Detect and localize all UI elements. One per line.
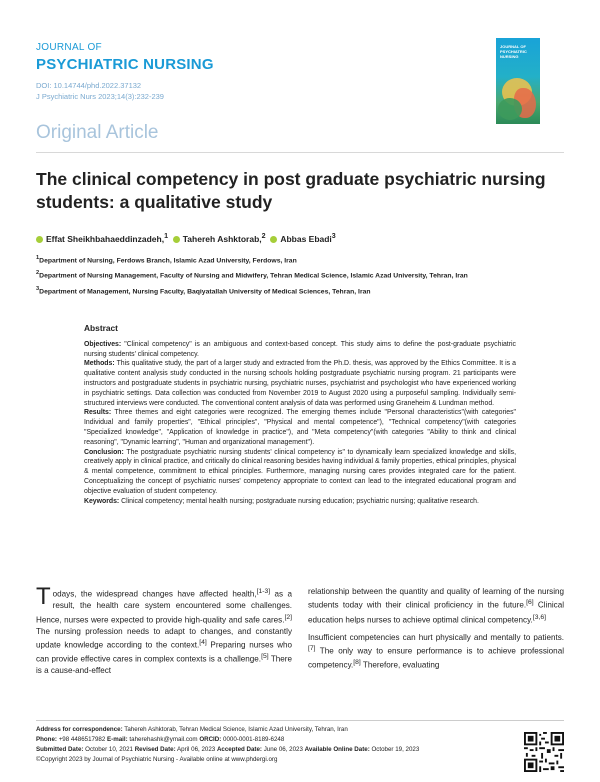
cover-title: JOURNAL OF PSYCHIATRIC NURSING — [500, 44, 527, 59]
footer — [36, 725, 476, 765]
contact-line: Phone: +98 4486517982 E-mail: taherehashk@ymail.com ORCID: 0000-0001-8189-6248 — [36, 736, 285, 743]
body-paragraph: Todays, the widespread changes have affected health,[1-3] as a result, the health care system encountered some challenges. Hence, nurses were expected to provide high-quality and safe cares.[2] The nursing profession needs to adapt to changes, and constantly update knowledge according to the context.[4] Preparing nurses who can provide effective cares in complex contexts is a challenge.[5] There is a cause-and-effect — [36, 583, 293, 676]
citation-ref[interactable]: [2] — [284, 613, 292, 621]
abstract-objectives: Objectives: "Clinical competency" is an ambiguous and context-based concept. This study aims to define the post-graduate psychiatric nursing students' clinical competency. — [84, 340, 516, 358]
abstract-conclusion: Conclusion: The postgraduate psychiatric nursing students' clinical competency is" to dynamically learn specialized knowledge and skills, creatively apply in clinical practice, and critically do clinical reasoning besides having individual & family properties, ethical principles, physical & mental competence, commitment to ethical principles. Furthermore, managing nursing cares provides integrated care for the patient. Conceptualizing the concept of psychiatric nurses' competency appropriate to context can lead to the integrated educational program and objective evaluation of student competency. — [84, 448, 516, 495]
journal-name: PSYCHIATRIC NURSING — [36, 56, 214, 73]
affiliations — [36, 252, 564, 298]
header-divider — [36, 152, 564, 153]
body-paragraph: relationship between the quantity and quality of learning of the nursing students today with their clinical proficiency in the future.[6] Clinical education helps nurses to achieve optimal clinical competency.[3,6] — [308, 587, 564, 625]
email-link[interactable]: taherehashk@ymail.com — [127, 736, 200, 743]
orcid-icon[interactable] — [173, 236, 180, 243]
author-affil-sup: 3 — [331, 232, 336, 240]
drop-cap: T — [36, 583, 51, 610]
footer-divider — [36, 720, 564, 721]
orcid-link[interactable]: 0000-0001-8189-6248 — [221, 736, 285, 743]
citation-ref[interactable]: [3,6] — [532, 613, 546, 621]
abstract-heading: Abstract — [84, 323, 118, 333]
author-name: Abbas Ebadi — [280, 233, 332, 244]
citation-ref[interactable]: [8] — [353, 659, 361, 667]
dates-line: Submitted Date: October 10, 2021 Revised Date: April 06, 2023 Accepted Date: June 06, 2023 Available Online Date: October 19, 2023 — [36, 746, 420, 753]
citation-ref[interactable]: [7] — [308, 645, 316, 652]
abstract-methods: Methods: This qualitative study, the part of a larger study and extracted from the Ph.D. thesis, was approved by the Ethics Committee. It is a qualitative content analysis study conducted in the nursing schools holding postgraduate psychiatric nursing program. 21 participants were instructors and postgraduate students in psychiatric nursing, psychiatric nurses, psychiatrist and psychologist who have experienced working in psychiatric settings. Data collection was conducted from November 2019 to August 2020 using a purposeful sampling. Individually semi-structured interviews were conducted. The conventional content analysis of data was performed using Graneheim & Lundman method. — [84, 360, 516, 407]
abstract-section — [84, 324, 516, 506]
citation-ref[interactable]: [5] — [261, 653, 269, 661]
citation-ref[interactable]: [4] — [199, 639, 207, 646]
author-affil-sup: 2 — [261, 232, 266, 240]
article-type: Original Article — [36, 122, 159, 143]
affiliation-item: $^2$Department of Nursing Management, Faculty of Nursing and Midwifery, Tehran Medical Science, Islamic Azad University, Tehran, Iran — [36, 270, 468, 280]
qr-code-icon[interactable] — [524, 732, 564, 772]
copyright: ©Copyright 2023 by Journal of Psychiatric Nursing - Available online at www.phdergi.org — [36, 756, 278, 763]
affiliation-item: $^3$Department of Management, Nursing Faculty, Baqiyatallah University of Medical Sciences, Tehran, Iran — [36, 285, 371, 295]
abstract-keywords: Keywords: Clinical competency; mental health nursing; postgraduate nursing education; psychiatric nursing; qualitative research. — [84, 497, 479, 505]
body-column-right — [308, 586, 564, 677]
citation-ref[interactable]: [6] — [526, 599, 534, 607]
doi-block — [36, 80, 164, 102]
abstract-results: Results: Three themes and eight categories were recognized. The emerging themes include "Personal characteristics"(with categories" Individual and family properties", "Ethical principles", "Physical and mental competence"), "Technical competency"(with categories "Specialized knowledge", "Application of knowledge in practice"), and "Meta competency"(with categories "Ability to think and clinical reasoning", "Dynamic learning", "Human and organizational management"). — [84, 409, 516, 446]
affiliation-item: $^1$Department of Nursing, Ferdows Branch, Islamic Azad University, Ferdows, Iran — [36, 255, 297, 265]
author-name: Effat Sheikhbahaeddinzadeh, — [46, 233, 165, 244]
author-list — [36, 232, 564, 244]
body-column-left — [36, 583, 293, 683]
article-title: The clinical competency in post graduate psychiatric nursing students: a qualitative study — [36, 169, 546, 212]
body-paragraph: Insufficient competencies can hurt physically and mentally to patients.[7] The only way to ensure performance is to achieve professional competency.[8] Therefore, evaluating — [308, 632, 564, 670]
correspondence: Address for correspondence: Tahereh Ashktorab, Tehran Medical Science, Islamic Azad University, Tehran, Iran — [36, 726, 348, 733]
author-name: Tahereh Ashktorab, — [182, 233, 262, 244]
journal-name-small: JOURNAL OF — [36, 42, 102, 53]
citation-ref[interactable]: [1-3] — [256, 588, 271, 595]
orcid-icon[interactable] — [270, 236, 277, 243]
citation: J Psychiatric Nurs 2023;14(3):232-239 — [36, 92, 164, 101]
doi-link[interactable]: DOI: 10.14744/phd.2022.37132 — [36, 81, 142, 90]
author-affil-sup: 1 — [164, 232, 169, 240]
journal-cover-image — [496, 38, 540, 124]
orcid-icon[interactable] — [36, 236, 43, 243]
